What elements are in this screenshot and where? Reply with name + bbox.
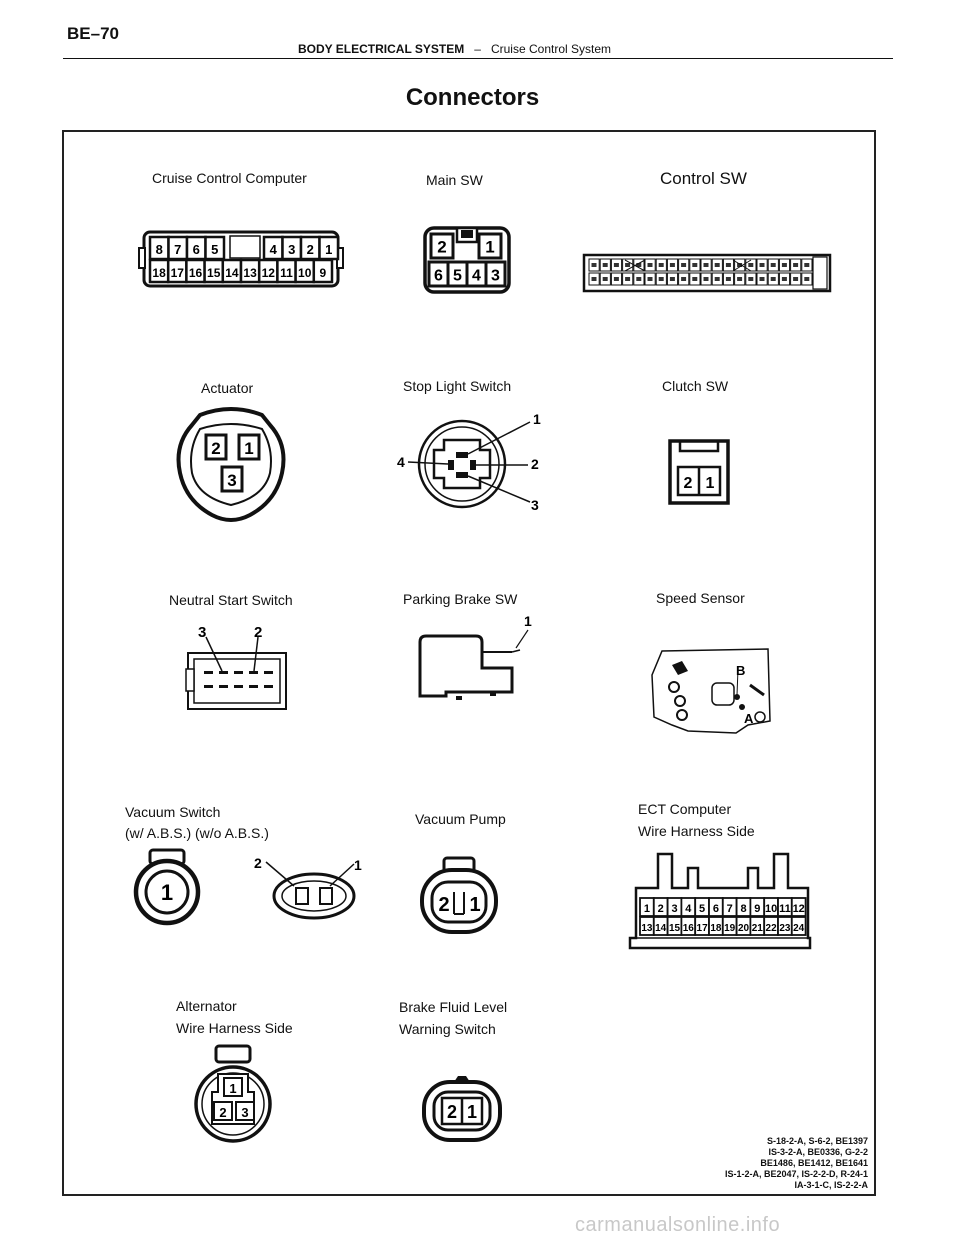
control-sw-label: Control SW <box>660 169 747 188</box>
cruise-computer-pin-12: 12 <box>261 266 275 281</box>
ect-computer-pin-10: 10 <box>764 903 778 916</box>
main-sw-pin-5: 5 <box>453 267 462 285</box>
control-sw-cell-mark <box>715 277 720 281</box>
cruise-computer-pin-14: 14 <box>225 266 239 281</box>
control-sw-cell-mark <box>692 263 697 267</box>
reference-code-line: IS-1-2-A, BE2047, IS-2-2-D, R-24-1 <box>724 1169 868 1179</box>
control-sw-cell-mark <box>614 277 619 281</box>
cruise-computer-pin-1: 1 <box>325 242 333 258</box>
main-sw-label: Main SW <box>426 172 483 188</box>
control-sw-cell-mark <box>793 277 798 281</box>
main-sw-connector <box>421 224 513 296</box>
cruise-computer-pin-7: 7 <box>174 242 182 258</box>
vacuum-pump-label: Vacuum Pump <box>415 811 506 827</box>
vacuum-switch-no-abs-pin-2: 2 <box>254 855 262 871</box>
vacuum-switch-label: Vacuum Switch <box>125 804 221 820</box>
ect-computer-pin-1: 1 <box>643 903 650 916</box>
ect-computer-pin-13: 13 <box>641 923 653 935</box>
control-sw-cell-mark <box>692 277 697 281</box>
ect-computer-pin-11: 11 <box>779 903 791 916</box>
speed-sensor-connector <box>648 645 774 737</box>
parking-brake-sw-label: Parking Brake SW <box>403 591 518 607</box>
parking-brake-sw-connector <box>416 612 542 712</box>
cruise-computer-pin-15: 15 <box>207 266 221 281</box>
neutral-start-switch-connector <box>184 623 290 713</box>
page-title: Connectors <box>405 84 540 111</box>
speed-sensor-pin-b: B <box>736 663 746 678</box>
vacuum-switch-no-abs-pin-1: 1 <box>354 857 362 873</box>
ect-computer-pin-18: 18 <box>710 923 722 935</box>
actuator-pin-1: 1 <box>244 439 254 458</box>
header-separator: – <box>474 42 481 56</box>
control-sw-cell-mark <box>659 277 664 281</box>
control-sw-connector <box>583 253 831 293</box>
clutch-pin-2: 2 <box>683 475 693 492</box>
ect-computer-pin-17: 17 <box>696 923 708 935</box>
control-sw-cell-mark <box>636 277 641 281</box>
control-sw-cell-mark <box>771 277 776 281</box>
main-sw-pin-4: 4 <box>472 267 481 285</box>
cruise-computer-pin-17: 17 <box>170 266 184 281</box>
cruise-computer-pin-5: 5 <box>211 242 219 258</box>
ect-computer-pin-24: 24 <box>793 923 805 935</box>
control-sw-cell-mark <box>625 277 630 281</box>
brake-fluid-level-label: Brake Fluid Level <box>399 999 508 1015</box>
control-sw-cell-mark <box>726 263 731 267</box>
control-sw-cell-mark <box>782 277 787 281</box>
section-title: BODY ELECTRICAL SYSTEM <box>298 42 465 56</box>
vacuum-pump-pin-2: 2 <box>438 894 450 916</box>
control-sw-cell-mark <box>659 263 664 267</box>
ect-computer-side-label: Wire Harness Side <box>638 823 755 839</box>
vacuum-pump-pin-1: 1 <box>469 894 481 916</box>
control-sw-cell-mark <box>592 277 597 281</box>
vacuum-switch-no-abs-connector <box>250 854 368 924</box>
clutch-pin-1: 1 <box>705 475 715 492</box>
ect-computer-connector <box>628 852 812 954</box>
control-sw-cell-mark <box>771 263 776 267</box>
ect-computer-pin-3: 3 <box>671 903 678 916</box>
reference-code-line: BE1486, BE1412, BE1641 <box>760 1158 868 1168</box>
neutral-start-switch-label: Neutral Start Switch <box>169 592 293 608</box>
stop-light-switch-label: Stop Light Switch <box>403 378 512 394</box>
ect-computer-pin-5: 5 <box>699 903 706 916</box>
control-sw-cell-mark <box>614 263 619 267</box>
main-sw-pin-1: 1 <box>485 237 495 257</box>
ect-computer-pin-19: 19 <box>724 923 736 935</box>
control-sw-cell-mark <box>737 277 742 281</box>
control-sw-cell-mark <box>670 263 675 267</box>
ect-computer-pin-9: 9 <box>754 903 761 916</box>
control-sw-cell-mark <box>726 277 731 281</box>
control-sw-cell-mark <box>793 263 798 267</box>
speed-sensor-pin-a: A <box>744 711 754 726</box>
control-sw-cell-mark <box>748 277 753 281</box>
header-rule <box>63 58 893 59</box>
cruise-computer-pin-16: 16 <box>188 266 203 281</box>
actuator-pin-3: 3 <box>227 471 237 490</box>
cruise-computer-pin-11: 11 <box>280 266 293 281</box>
ect-computer-pin-7: 7 <box>726 903 733 916</box>
control-sw-cell-mark <box>704 263 709 267</box>
ect-computer-pin-6: 6 <box>712 903 719 916</box>
alternator-pin-3: 3 <box>241 1105 249 1120</box>
vacuum-switch-abs-connector <box>132 848 202 928</box>
control-sw-cell-mark <box>715 263 720 267</box>
ect-computer-pin-20: 20 <box>737 923 750 935</box>
reference-codes <box>700 1136 868 1191</box>
cruise-computer-pin-9: 9 <box>319 266 327 281</box>
brake-fluid-warning-label: Warning Switch <box>399 1021 496 1037</box>
control-sw-cell-mark <box>804 277 809 281</box>
clutch-sw-connector <box>666 437 732 507</box>
control-sw-cell-mark <box>760 277 765 281</box>
neutral-start-pin-3: 3 <box>198 624 207 641</box>
alternator-pin-1: 1 <box>229 1081 237 1096</box>
cruise-computer-pin-10: 10 <box>298 266 312 281</box>
actuator-label: Actuator <box>201 380 254 396</box>
control-sw-cell-mark <box>704 277 709 281</box>
cruise-computer-pin-2: 2 <box>306 242 314 258</box>
ect-computer-pin-22: 22 <box>765 923 777 935</box>
ect-computer-pin-16: 16 <box>682 923 694 935</box>
control-sw-cell-mark <box>648 277 653 281</box>
parking-brake-pin-1: 1 <box>524 613 532 629</box>
ect-computer-pin-4: 4 <box>685 903 692 916</box>
alternator-pin-2: 2 <box>219 1105 227 1120</box>
cruise-computer-pin-8: 8 <box>155 242 163 258</box>
reference-code-line: S-18-2-A, S-6-2, BE1397 <box>766 1136 868 1146</box>
neutral-start-pin-2: 2 <box>254 624 263 641</box>
alternator-connector <box>192 1044 274 1144</box>
control-sw-cell-mark <box>782 263 787 267</box>
vacuum-switch-variant-label: (w/ A.B.S.) (w/o A.B.S.) <box>125 825 269 841</box>
cruise-computer-pin-6: 6 <box>192 242 200 258</box>
brake-fluid-pin-2: 2 <box>446 1102 458 1122</box>
speed-sensor-label: Speed Sensor <box>656 590 745 606</box>
ect-computer-label: ECT Computer <box>638 801 732 817</box>
stop-light-pin-4: 4 <box>397 454 405 470</box>
ect-computer-pin-8: 8 <box>740 903 747 916</box>
stop-light-switch-connector <box>394 410 544 516</box>
alternator-side-label: Wire Harness Side <box>176 1020 293 1036</box>
watermark: carmanualsonline.info <box>575 1214 781 1236</box>
clutch-sw-label: Clutch SW <box>662 378 729 394</box>
control-sw-cell-mark <box>648 263 653 267</box>
reference-code-line: IA-3-1-C, IS-2-2-A <box>794 1180 868 1190</box>
cruise-computer-pin-18: 18 <box>152 266 166 281</box>
main-sw-pin-2: 2 <box>437 237 447 257</box>
cruise-computer-pin-3: 3 <box>288 242 296 258</box>
control-sw-cell-mark <box>681 277 686 281</box>
actuator-pin-2: 2 <box>211 439 221 458</box>
control-sw-cell-mark <box>760 263 765 267</box>
ect-computer-pin-2: 2 <box>657 903 664 916</box>
stop-light-pin-2: 2 <box>531 456 539 472</box>
cruise-control-computer-label: Cruise Control Computer <box>152 170 307 186</box>
vacuum-pump-connector <box>418 856 500 936</box>
ect-computer-pin-15: 15 <box>668 923 681 935</box>
section-header <box>298 42 611 56</box>
main-sw-pin-6: 6 <box>434 267 443 285</box>
cruise-computer-pin-13: 13 <box>243 266 257 281</box>
vacuum-switch-abs-pin-1: 1 <box>160 880 174 905</box>
alternator-label: Alternator <box>176 998 237 1014</box>
main-sw-pin-3: 3 <box>491 267 500 285</box>
cruise-computer-pin-4: 4 <box>269 242 277 258</box>
reference-code-line: IS-3-2-A, BE0336, G-2-2 <box>768 1147 868 1157</box>
page-number: BE–70 <box>67 24 119 43</box>
control-sw-cell-mark <box>748 263 753 267</box>
ect-computer-pin-14: 14 <box>655 923 667 935</box>
brake-fluid-pin-1: 1 <box>466 1102 478 1122</box>
control-sw-cell-mark <box>603 263 608 267</box>
control-sw-cell-mark <box>804 263 809 267</box>
ect-computer-pin-12: 12 <box>792 903 805 916</box>
stop-light-pin-3: 3 <box>531 497 539 513</box>
control-sw-cell-mark <box>681 263 686 267</box>
control-sw-cell-mark <box>603 277 608 281</box>
ect-computer-pin-23: 23 <box>779 923 791 935</box>
brake-fluid-level-connector <box>420 1074 504 1144</box>
ect-computer-pin-21: 21 <box>751 923 763 935</box>
actuator-connector <box>170 405 292 523</box>
stop-light-pin-1: 1 <box>533 411 541 427</box>
control-sw-cell-mark <box>625 263 630 267</box>
subsection-title: Cruise Control System <box>490 42 612 56</box>
control-sw-cell-mark <box>670 277 675 281</box>
control-sw-cell-mark <box>592 263 597 267</box>
cruise-control-computer-connector <box>138 228 344 290</box>
